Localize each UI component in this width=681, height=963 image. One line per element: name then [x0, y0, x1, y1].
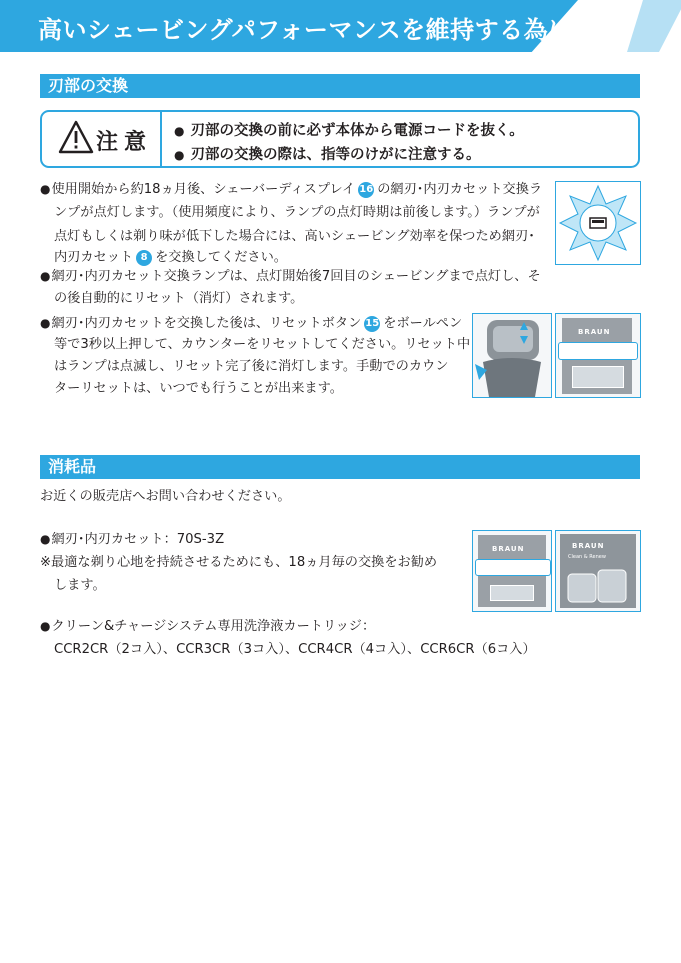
cassette-foil-small [490, 585, 534, 601]
replacement-note-line2: します。 [54, 578, 106, 593]
cassette-package-box-small [478, 535, 546, 607]
cassette-foil [572, 366, 624, 388]
para2-line1: ●網刃･内刃カセット交換ランプは、点灯開始後7回目のシェービングまで点灯し、そ [40, 269, 541, 284]
para1-line4: 内刃カセット 8 を交換してください。 [54, 250, 287, 265]
cassette-item: ●網刃･内刃カセット：70S-3Z [40, 532, 225, 547]
lamp-starburst-icon [556, 182, 640, 264]
shaver-head-icon [473, 314, 551, 397]
section-header-blade: 刃部の交換 [40, 74, 640, 98]
reset-button-number-badge: 15 [364, 316, 380, 332]
warning-triangle-icon [58, 120, 94, 154]
para1-line3: 点灯もしくは剃り味が低下した場合には、高いシェービング効率を保つため網刃･ [54, 229, 535, 244]
para3-line3: はランプは点滅し、リセット完了後に消灯します。手動でのカウン [54, 359, 449, 374]
cartridge-item: ●クリーン&チャージシステム専用洗浄液カートリッジ： [40, 619, 376, 634]
shaver-reset-illustration [472, 313, 552, 398]
cassette-package-box [562, 318, 632, 394]
para3-line1: ●網刃･内刃カセットを交換した後は、リセットボタン 15 をボールペン [40, 316, 463, 331]
para3-line2: 等で3秒以上押して、カウンターをリセットしてください。リセット中 [54, 337, 471, 352]
caution-item-2: ● 刃部の交換の際は、指等のけがに注意する。 [174, 147, 481, 163]
label-overlay [558, 342, 638, 360]
para1-line1: ●使用開始から約18ヵ月後、シェーバーディスプレイ 16 の網刃･内刃カセット交換ラ [40, 182, 543, 197]
para3-line4: ターリセットは、いつでも行うことが出来ます。 [54, 381, 343, 396]
caution-label: 注意 [96, 130, 153, 155]
caution-box [40, 110, 640, 168]
para2-line2: の後自動的にリセット（消灯）されます。 [54, 291, 304, 306]
cartridge-models: CCR2CR（2コ入）、CCR3CR（3コ入）、CCR4CR（4コ入）、CCR6CR（6コ入） [54, 642, 536, 657]
cartridge-bottles-icon [566, 564, 630, 604]
brand-logo: BRAUN [578, 328, 611, 336]
caution-divider [160, 112, 162, 166]
consumables-intro: お近くの販売店へお問い合わせください。 [40, 489, 291, 504]
brand-logo-cartridge: BRAUN [572, 542, 605, 550]
caution-item-1: ● 刃部の交換の前に必ず本体から電源コードを抜く。 [174, 123, 524, 139]
label-overlay-small [475, 559, 551, 576]
cartridge-package-box [560, 534, 636, 608]
page-title: 高いシェービングパフォーマンスを維持する為に [38, 16, 573, 44]
display-number-badge: 16 [358, 182, 374, 198]
corner-decoration [581, 0, 681, 52]
cassette-number-badge: 8 [136, 250, 152, 266]
product-name: Clean & Renew [568, 554, 606, 560]
cleaning-cartridge-illustration [555, 530, 641, 612]
display-lamp-illustration [555, 181, 641, 265]
section-header-consumables: 消耗品 [40, 455, 640, 479]
cassette-package-illustration-bottom [472, 530, 552, 612]
cassette-package-illustration-top [555, 313, 641, 398]
brand-logo-small: BRAUN [492, 545, 525, 553]
para1-line2: ンプが点灯します。（使用頻度により、ランプの点灯時期は前後します。）ランプが [54, 205, 540, 220]
replacement-note-line1: ※最適な剃り心地を持続させるためにも、18ヵ月毎の交換をお勧め [40, 555, 438, 570]
